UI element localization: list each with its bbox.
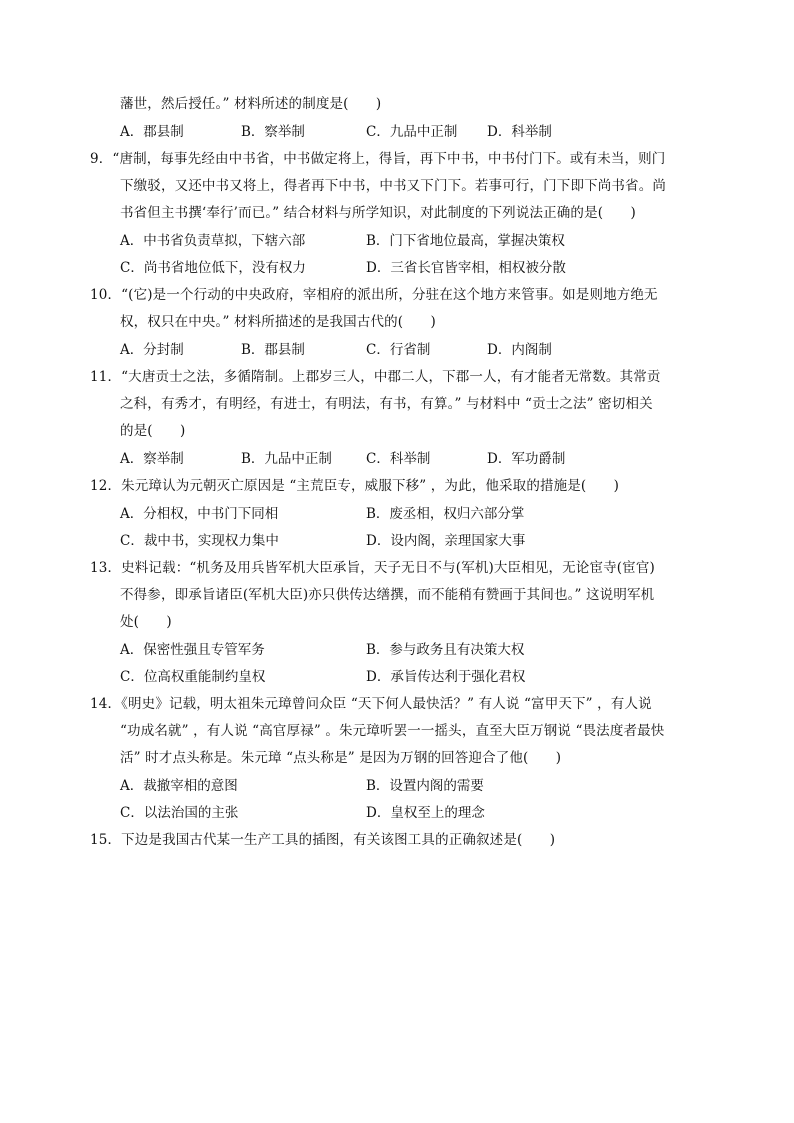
q13-stem-line-3: 处( ): [120, 614, 172, 630]
q9-stem-line-1: 9．“唐制，每事先经由中书省，中书做定将上，得旨，再下中书，中书付门下。或有未当，则门: [90, 151, 666, 167]
q14-stem-line-1: 14．《明史》记载，明太祖朱元璋曾问众臣 “天下何人最快活？” 有人说 “富甲天下” ，有人说: [90, 696, 652, 712]
q10-stem-line-1: 10．“(它)是一个行动的中央政府，宰相府的派出所，分驻在这个地方来管事。如是则地方绝无: [90, 287, 658, 303]
q9-stem-line-3: 书省但主书撰‘奉行’而已。” 结合材料与所学知识，对此制度的下列说法正确的是( ): [120, 205, 636, 221]
q8-option-b[interactable]: B．察举制: [241, 124, 305, 140]
q13-option-c[interactable]: C．位高权重能制约皇权: [120, 669, 266, 685]
q12-option-b[interactable]: B．废丞相，权归六部分掌: [366, 506, 525, 522]
q10-option-d[interactable]: D．内阁制: [487, 342, 552, 358]
q12-option-d[interactable]: D．设内阁，亲理国家大事: [366, 533, 526, 549]
q11-option-b[interactable]: B．九品中正制: [241, 451, 332, 467]
q14-option-a[interactable]: A．裁撤宰相的意图: [120, 778, 238, 794]
q8-option-d[interactable]: D．科举制: [487, 124, 552, 140]
q14-stem-line-3: 活” 时才点头称是。朱元璋 “点头称是” 是因为万钢的回答迎合了他( ): [120, 750, 562, 766]
q9-option-a[interactable]: A．中书省负责草拟，下辖六部: [120, 233, 306, 249]
q9-option-c[interactable]: C．尚书省地位低下，没有权力: [120, 260, 306, 276]
q13-stem-line-2: 不得参，即承旨诸臣(军机大臣)亦只供传达缮撰，而不能稍有赞画于其间也。” 这说明军机: [120, 587, 655, 603]
q10-option-b[interactable]: B．郡县制: [241, 342, 305, 358]
q8-option-c[interactable]: C．九品中正制: [366, 124, 458, 140]
q9-option-d[interactable]: D．三省长官皆宰相，相权被分散: [366, 260, 566, 276]
q9-stem-line-2: 下缴驳，又还中书又将上，得者再下中书，中书又下门下。若事可行，门下即下尚书省。尚: [120, 178, 666, 194]
q12-stem-line-1: 12．朱元璋认为元朝灭亡原因是 “主荒臣专，威服下移” ，为此，他采取的措施是( ): [90, 478, 620, 494]
q10-option-a[interactable]: A．分封制: [120, 342, 184, 358]
q13-option-d[interactable]: D．承旨传达利于强化君权: [366, 669, 526, 685]
q11-option-a[interactable]: A．察举制: [120, 451, 184, 467]
q13-option-a[interactable]: A．保密性强且专管军务: [120, 642, 265, 658]
q11-stem-line-3: 的是( ): [120, 423, 186, 439]
q9-option-b[interactable]: B．门下省地位最高，掌握决策权: [366, 233, 565, 249]
q10-option-c[interactable]: C．行省制: [366, 342, 431, 358]
q12-option-a[interactable]: A．分相权，中书门下同相: [120, 506, 279, 522]
q14-option-d[interactable]: D．皇权至上的理念: [366, 805, 485, 821]
q12-option-c[interactable]: C．裁中书，实现权力集中: [120, 533, 279, 549]
q8-option-a[interactable]: A．郡县制: [120, 124, 184, 140]
q11-option-c[interactable]: C．科举制: [366, 451, 431, 467]
q8-continuation: 藩世，然后授任。” 材料所述的制度是( ): [120, 96, 382, 112]
q13-stem-line-1: 13．史料记载：“机务及用兵皆军机大臣承旨，天子无日不与(军机)大臣相见，无论宦寺(宦官): [90, 560, 655, 576]
q15-stem-line-1: 15．下边是我国古代某一生产工具的插图，有关该图工具的正确叙述是( ): [90, 832, 556, 848]
q11-stem-line-1: 11．“大唐贡士之法，多循隋制。上郡岁三人，中郡二人，下郡一人，有才能者无常数。其常贡: [90, 369, 661, 385]
q11-stem-line-2: 之科，有秀才，有明经，有进士，有明法，有书，有算。” 与材料中 “贡士之法” 密切相关: [120, 396, 653, 412]
q14-option-b[interactable]: B．设置内阁的需要: [366, 778, 484, 794]
q13-option-b[interactable]: B．参与政务且有决策大权: [366, 642, 525, 658]
q10-stem-line-2: 权，权只在中央。” 材料所描述的是我国古代的( ): [120, 314, 436, 330]
q14-stem-line-2: “功成名就” ，有人说 “高官厚禄” 。朱元璋听罢一一摇头，直至大臣万钢说 “畏法度者最快: [120, 723, 665, 739]
q11-option-d[interactable]: D．军功爵制: [487, 451, 566, 467]
q14-option-c[interactable]: C．以法治国的主张: [120, 805, 239, 821]
